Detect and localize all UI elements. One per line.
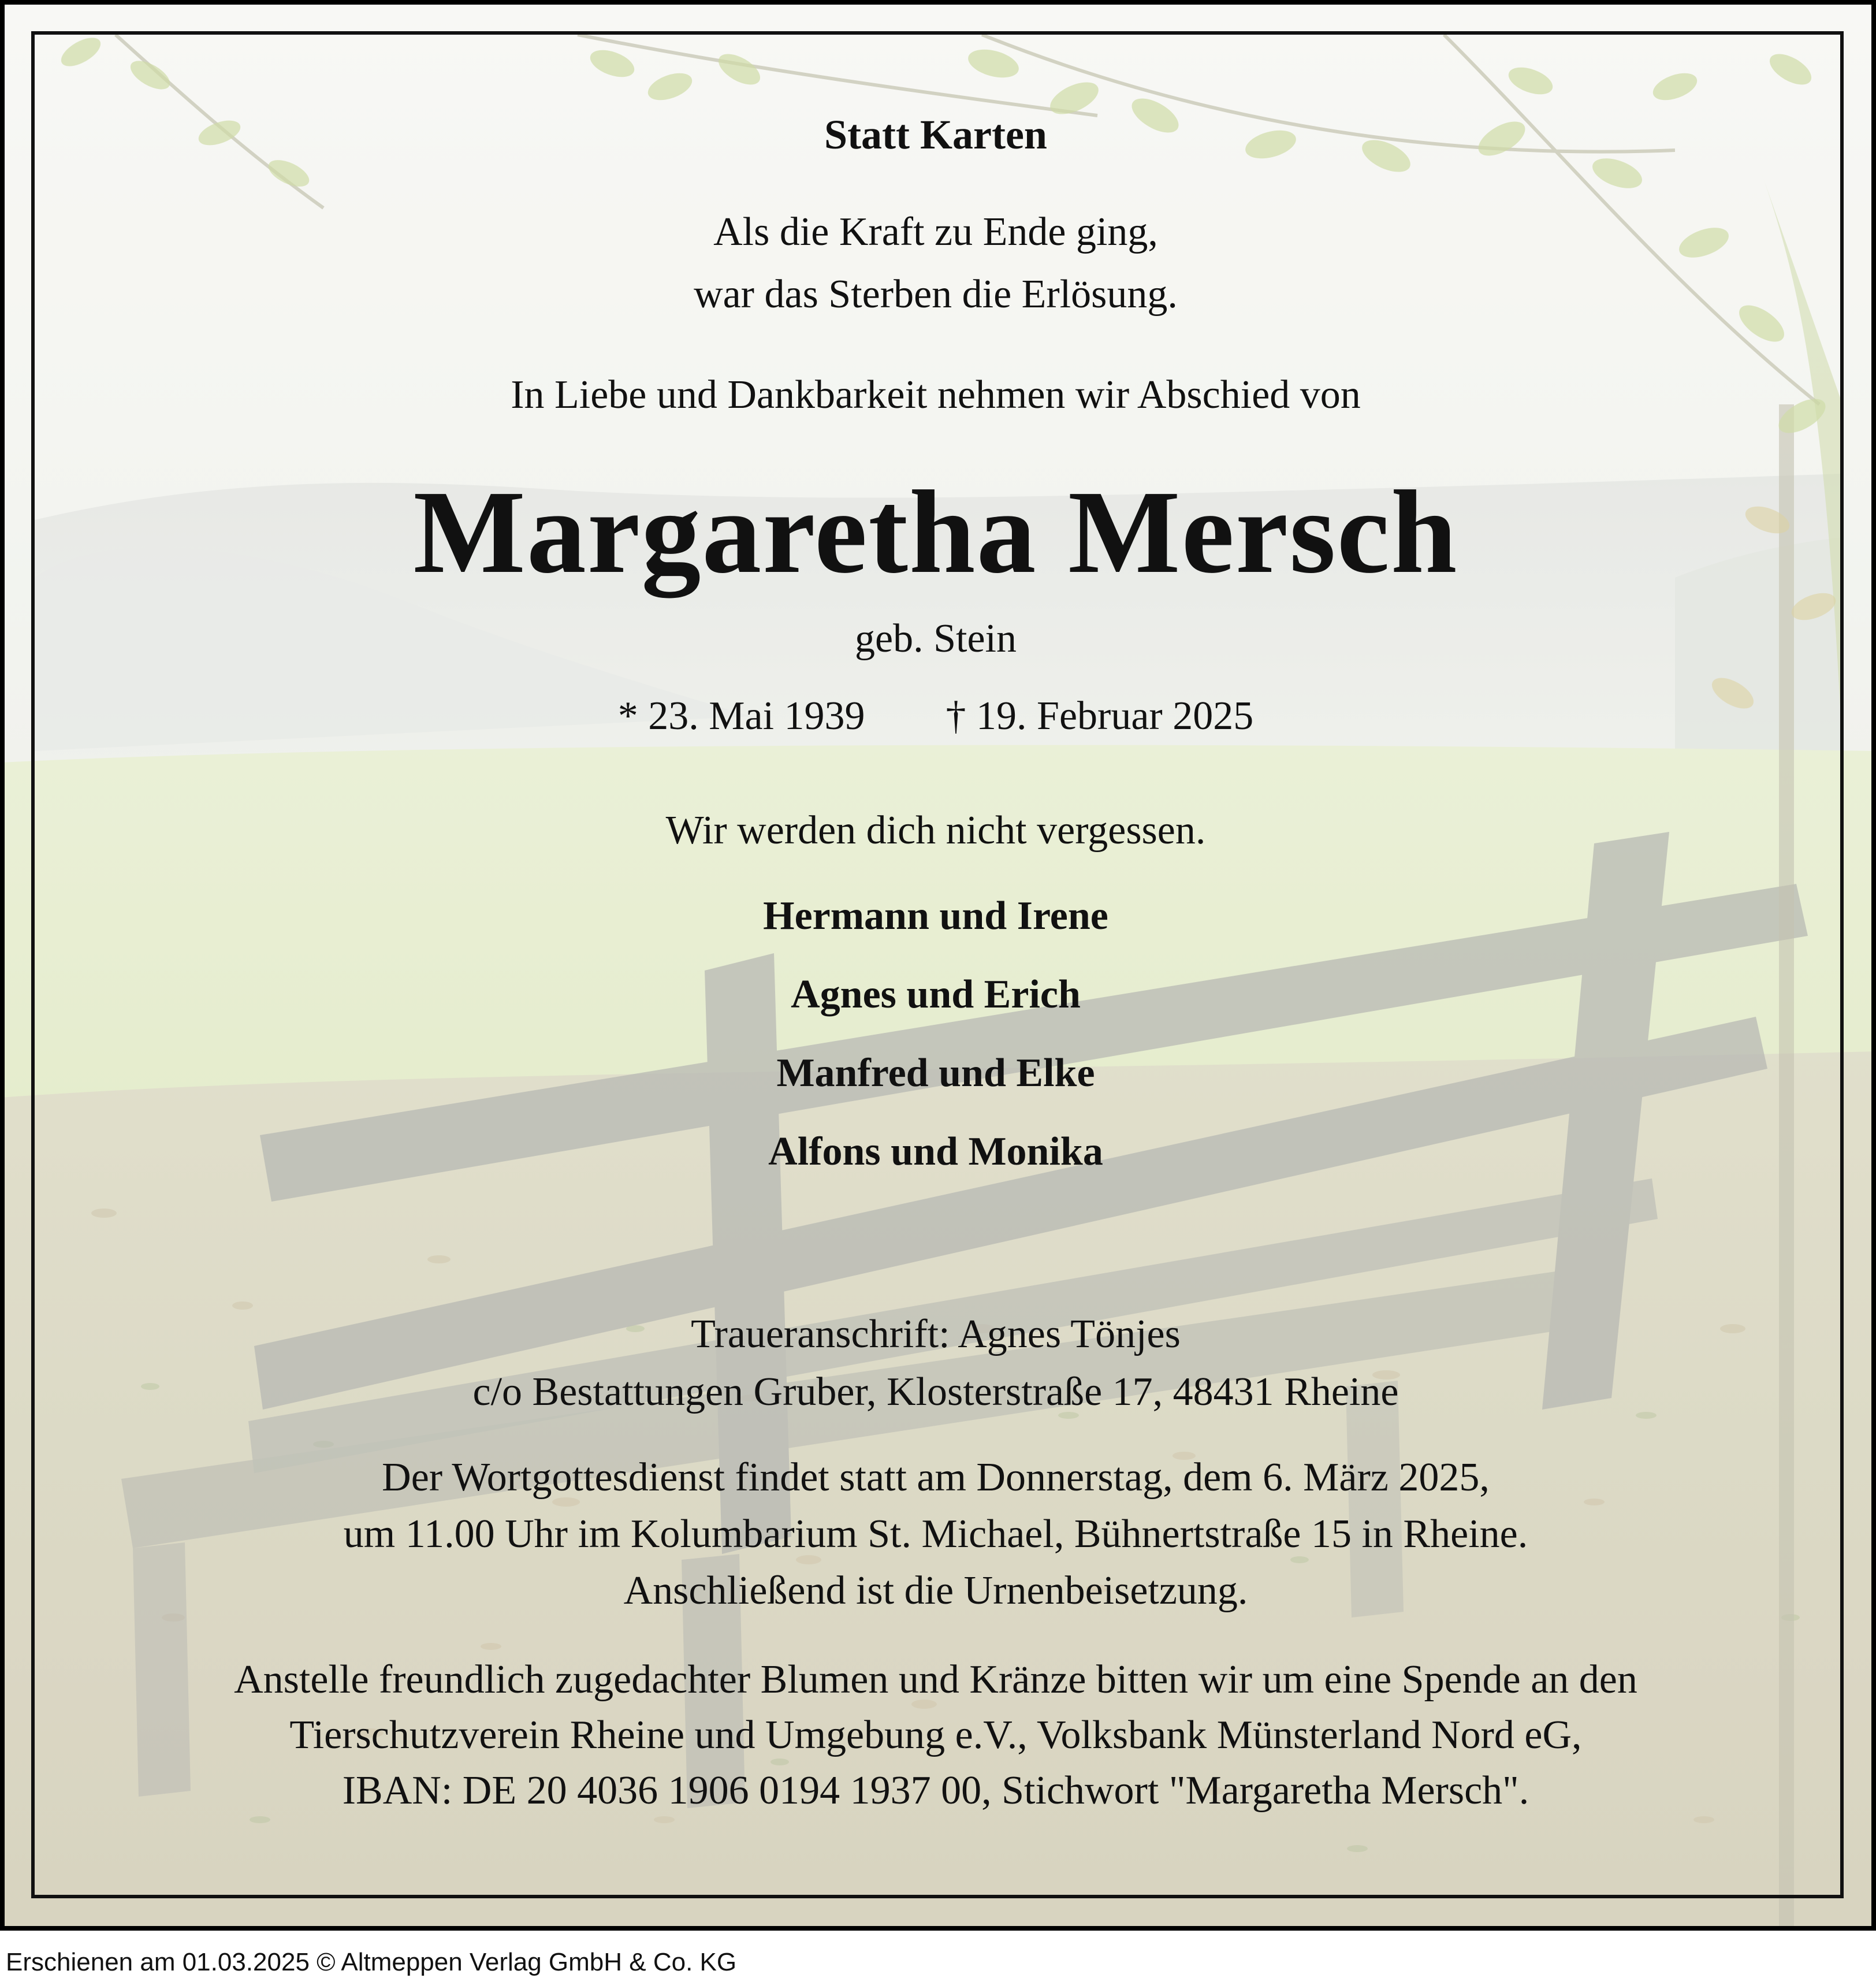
service-line-2: um 11.00 Uhr im Kolumbarium St. Michael, Bühnertstraße 15 in Rheine. [343,1512,1528,1556]
death-date: † 19. Februar 2025 [946,694,1254,738]
mourner-1: Hermann und Irene [763,894,1108,938]
verse-line-1: Als die Kraft zu Ende ging, [713,210,1158,254]
verse-line-2: war das Sterben die Erlösung. [694,272,1178,317]
intro-line: In Liebe und Dankbarkeit nehmen wir Abschied von [511,373,1361,417]
donation-line-1: Anstelle freundlich zugedachter Blumen und Kränze bitten wir um eine Spende an den [234,1657,1637,1702]
header-statt-karten: Statt Karten [824,111,1047,158]
service-line-3: Anschließend ist die Urnenbeisetzung. [623,1568,1248,1613]
mourner-4: Alfons und Monika [768,1129,1103,1174]
closing-line: Wir werden dich nicht vergessen. [665,808,1206,853]
mourner-2: Agnes und Erich [791,972,1081,1017]
address-line-2: c/o Bestattungen Gruber, Klosterstraße 17, 48431 Rheine [472,1370,1399,1414]
deceased-name: Margaretha Mersch [413,466,1458,598]
birth-date: * 23. Mai 1939 [617,694,865,738]
maiden-name: geb. Stein [855,616,1017,661]
address-line-1: Traueranschrift: Agnes Tönjes [691,1312,1181,1356]
service-line-1: Der Wortgottesdienst findet statt am Donnerstag, dem 6. März 2025, [382,1455,1490,1500]
donation-line-3: IBAN: DE 20 4036 1906 0194 1937 00, Stichwort "Margaretha Mersch". [342,1768,1529,1813]
donation-line-2: Tierschutzverein Rheine und Umgebung e.V., Volksbank Münsterland Nord eG, [289,1713,1582,1757]
mourner-3: Manfred und Elke [776,1051,1095,1095]
publication-footer: Erschienen am 01.03.2025 © Altmeppen Verlag GmbH & Co. KG [6,1948,737,1976]
life-dates [35,693,1837,739]
